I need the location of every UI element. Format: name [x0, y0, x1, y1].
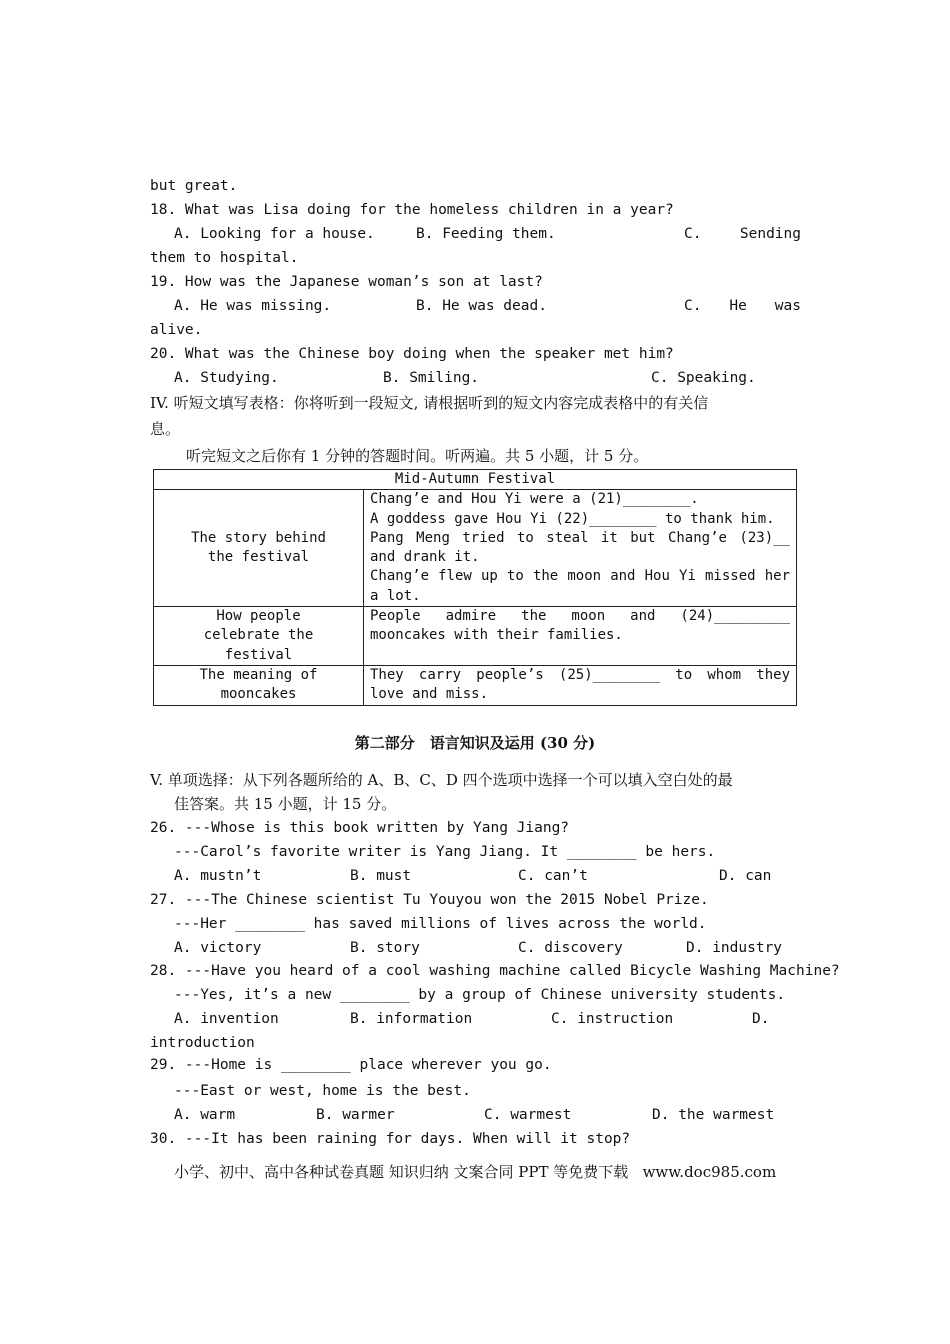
option-a: A. mustn’t: [174, 868, 262, 884]
question-27-options: [174, 938, 782, 958]
row-header: The story behind the festival: [154, 490, 364, 607]
option-c: C. Speaking.: [651, 370, 756, 386]
row-content: [364, 490, 797, 607]
question-28: 28. ---Have you heard of a cool washing machine called Bicycle Washing Machine?: [150, 963, 840, 979]
table-title: Mid-Autumn Festival: [154, 470, 797, 490]
question-30: 30. ---It has been raining for days. When will it stop?: [150, 1131, 631, 1147]
option-c-continued: them to hospital.: [150, 250, 299, 266]
option-c: C. warmest: [484, 1107, 572, 1123]
story-line-4: Chang’e flew up to the moon and Hou Yi missed her a lot.: [370, 568, 790, 604]
row-content: They carry people’s (25)________ to whom they love and miss.: [364, 666, 797, 706]
story-line-2: A goddess gave Hou Yi (22)________ to thank him.: [370, 510, 775, 527]
question-28-reply: ---Yes, it’s a new ________ by a group of Chinese university students.: [174, 987, 786, 1003]
option-a: A. victory: [174, 940, 262, 956]
option-b: B. warmer: [316, 1107, 395, 1123]
text-line: but great.: [150, 178, 238, 194]
row-content: People admire the moon and (24)_________ mooncakes with their families.: [364, 607, 797, 666]
question-28-options: [174, 1009, 769, 1029]
option-b: B. Smiling.: [383, 370, 480, 386]
question-19: 19. How was the Japanese woman’s son at last?: [150, 274, 543, 290]
question-27-reply: ---Her ________ has saved millions of lives across the world.: [174, 916, 707, 932]
option-d: D. industry: [686, 940, 783, 956]
question-26-options: [174, 866, 771, 886]
story-line-3: Pang Meng tried to steal it but Chang’e (23)__ and drank it.: [370, 529, 790, 566]
option-a: A. invention: [174, 1011, 279, 1027]
table-row: [154, 470, 797, 490]
table-row: [154, 607, 797, 666]
option-c-continued: alive.: [150, 322, 203, 338]
option-d: D.: [752, 1011, 770, 1027]
question-19-options: [174, 296, 801, 316]
question-26: 26. ---Whose is this book written by Yang Jiang?: [150, 820, 570, 836]
part-2-heading: 第二部分 语言知识及运用 (30 分): [354, 734, 596, 752]
option-b: B. He was dead.: [416, 298, 547, 314]
option-c: C. can’t: [518, 868, 588, 884]
section-4-instruction: IV. 听短文填写表格：你将听到一段短文, 请根据听到的短文内容完成表格中的有关信: [150, 394, 709, 412]
option-c: C. Sending: [684, 226, 801, 242]
option-d: D. the warmest: [652, 1107, 775, 1123]
row-header: The meaning of mooncakes: [154, 666, 364, 706]
table-row: [154, 490, 797, 607]
question-18: 18. What was Lisa doing for the homeless children in a year?: [150, 202, 674, 218]
option-c: C. instruction: [551, 1011, 674, 1027]
section-5-instruction: V. 单项选择：从下列各题所给的 A、B、C、D 四个选项中选择一个可以填入空白处的最: [150, 771, 733, 789]
question-29: 29. ---Home is ________ place wherever you go.: [150, 1057, 552, 1073]
option-c: C. discovery: [518, 940, 623, 956]
option-d: D. can: [719, 868, 772, 884]
story-line-1: Chang’e and Hou Yi were a (21)________.: [370, 491, 699, 508]
option-a: A. Looking for a house.: [174, 226, 375, 242]
option-a: A. He was missing.: [174, 298, 332, 314]
question-26-reply: ---Carol’s favorite writer is Yang Jiang. It ________ be hers.: [174, 844, 716, 860]
option-b: B. must: [350, 868, 412, 884]
section-4-instruction-cont: 息。: [150, 420, 181, 438]
option-b: B. information: [350, 1011, 473, 1027]
question-29-options: [174, 1105, 774, 1125]
question-20-options: [174, 368, 756, 388]
question-20: 20. What was the Chinese boy doing when the speaker met him?: [150, 346, 674, 362]
table-row: [154, 666, 797, 706]
question-27: 27. ---The Chinese scientist Tu Youyou won the 2015 Nobel Prize.: [150, 892, 709, 908]
question-18-options: [174, 224, 801, 244]
option-a: A. warm: [174, 1107, 236, 1123]
question-29-reply: ---East or west, home is the best.: [174, 1083, 471, 1099]
option-b: B. story: [350, 940, 420, 956]
festival-table: [153, 469, 797, 706]
row-header: How people celebrate the festival: [154, 607, 364, 666]
option-a: A. Studying.: [174, 370, 279, 386]
section-4-note: 听完短文之后你有 1 分钟的答题时间。听两遍。共 5 小题，计 5 分。: [186, 447, 649, 465]
section-5-instruction-cont: 佳答案。共 15 小题，计 15 分。: [174, 795, 397, 813]
page-footer: 小学、初中、高中各种试卷真题 知识归纳 文案合同 PPT 等免费下载 www.doc985.com: [174, 1163, 777, 1181]
option-d-continued: introduction: [150, 1035, 255, 1051]
option-b: B. Feeding them.: [416, 226, 556, 242]
option-c: C. He was: [684, 298, 801, 314]
